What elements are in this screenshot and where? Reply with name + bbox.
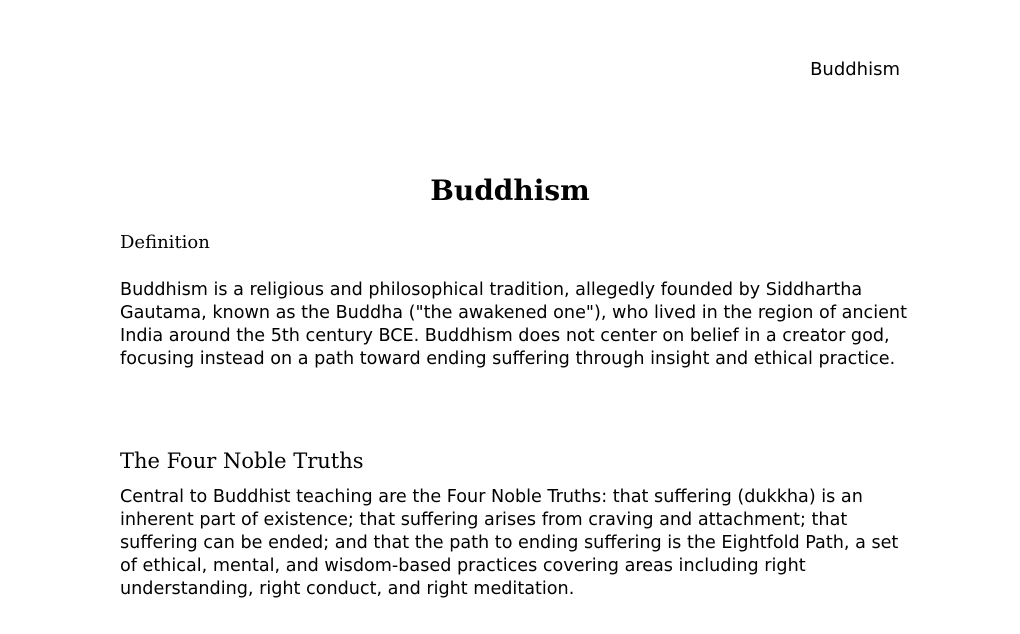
document-title: Buddhism bbox=[430, 174, 590, 207]
running-header: Buddhism bbox=[810, 59, 900, 80]
section-heading-four-noble-truths: The Four Noble Truths bbox=[120, 449, 364, 473]
definition-label: Definition bbox=[120, 232, 210, 253]
four-noble-truths-paragraph: Central to Buddhist teaching are the Four Noble Truths: that suffering (dukkha) is an inherent part of existence; that suffering arises from craving and attachment; that suffering can be ended; and that the path to ending suffering is the Eightfold Path, a set of ethical, mental, and wisdom-based practices covering areas including right understanding, right conduct, and right meditation. bbox=[120, 487, 899, 599]
definition-paragraph: Buddhism is a religious and philosophical tradition, allegedly founded by Siddhartha Gautama, known as the Buddha ("the awakened one"), who lived in the region of ancient India around the 5th century BCE. Buddhism does not center on belief in a creator god, focusing instead on a path toward ending suffering through insight and ethical practice. bbox=[120, 280, 907, 369]
